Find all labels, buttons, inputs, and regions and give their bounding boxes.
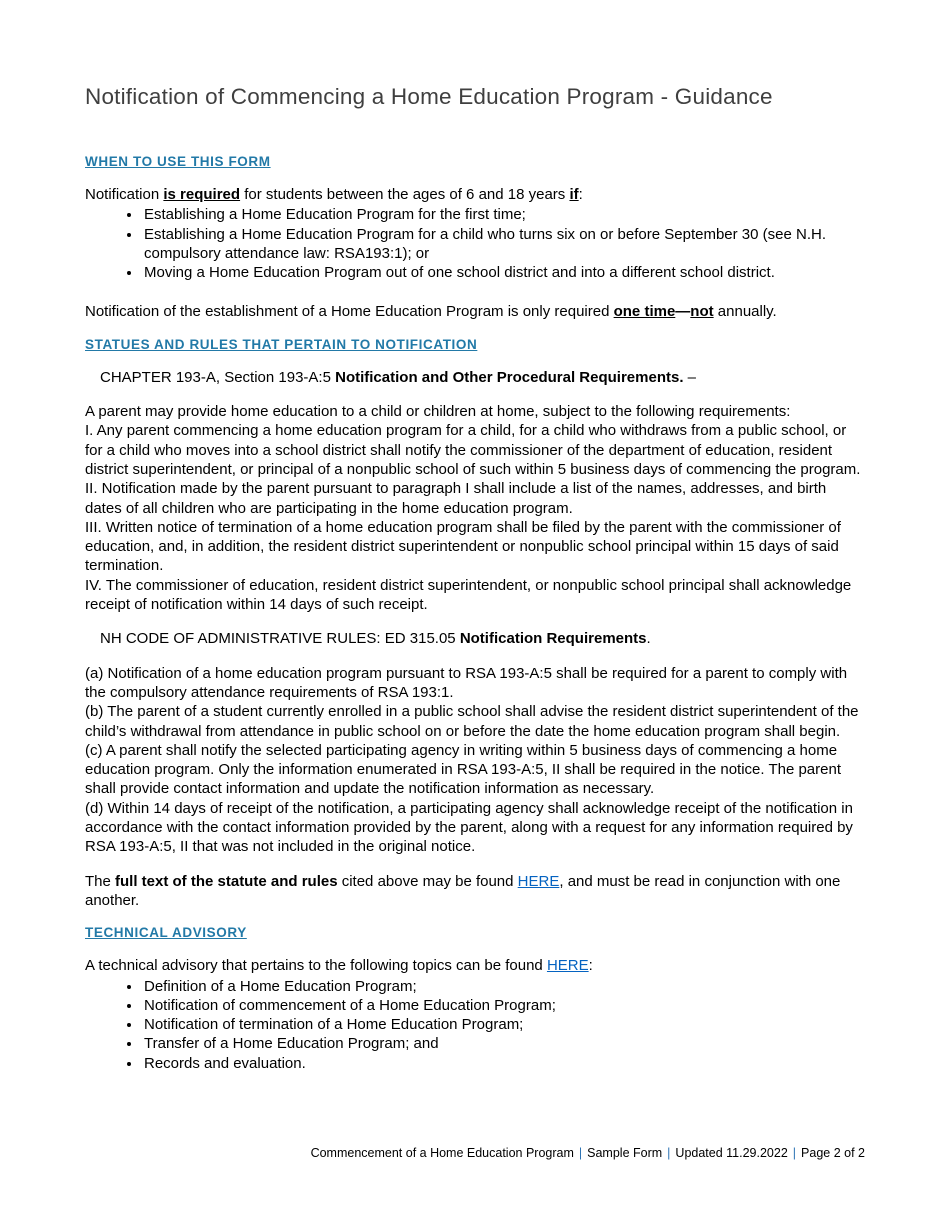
bullet-item bbox=[142, 205, 865, 224]
text-run: A technical advisory that pertains to the following topics can be found bbox=[85, 957, 547, 975]
text-run: II. Notification made by the parent pursuant to paragraph I shall include a list of the names, addresses, and birth dates of all children who are participating in the home education program. bbox=[85, 480, 827, 517]
bullet-list bbox=[85, 205, 865, 282]
paragraph bbox=[85, 368, 865, 387]
footer-updated-date: Updated 11.29.2022 bbox=[675, 1146, 788, 1160]
text-run: The bbox=[85, 872, 116, 890]
text-run: not bbox=[690, 303, 714, 321]
paragraph-line bbox=[85, 702, 865, 741]
paragraph bbox=[85, 402, 865, 614]
text-run: Definition of a Home Education Program; bbox=[144, 977, 417, 995]
text-run: Establishing a Home Education Program for a child who turns six on or before September 30 (see N.H. compulsory attendance law: RSA193:1); or bbox=[144, 225, 827, 262]
text-run: if bbox=[569, 186, 579, 203]
text-run: III. Written notice of termination of a home education program shall be filed by the parent with the commissioner of education, and, in addition, the resident district superintendent or nonpublic school principal within 15 days of said termination. bbox=[85, 518, 841, 575]
text-run: CHAPTER 193-A, Section 193-A:5 bbox=[100, 368, 336, 386]
paragraph-line bbox=[85, 479, 865, 518]
text-run: — bbox=[675, 303, 691, 321]
document-title: Notification of Commencing a Home Education Program - Guidance bbox=[85, 84, 773, 109]
text-run: (a) Notification of a home education program pursuant to RSA 193-A:5 shall be required for a parent to comply with the compulsory attendance requirements of RSA 193:1. bbox=[85, 664, 848, 701]
paragraph-line bbox=[85, 402, 865, 421]
document-body bbox=[85, 154, 865, 1073]
text-run: one time bbox=[613, 303, 676, 321]
text-run: is required bbox=[163, 186, 241, 203]
bullet-item bbox=[142, 225, 865, 264]
text-run: Notification Requirements bbox=[459, 630, 647, 648]
text-run: Records and evaluation. bbox=[144, 1054, 306, 1072]
bullet-item bbox=[142, 1034, 865, 1053]
text-run: Notification of commencement of a Home Education Program; bbox=[144, 996, 556, 1014]
text-run: Notification of termination of a Home Education Program; bbox=[144, 1016, 524, 1034]
text-run: (d) Within 14 days of receipt of the notification, a participating agency shall acknowledge receipt of the notification in accordance with the contact information provided by the parent, along with a request for any information required by RSA 193-A:5, II that was not included in the original notice. bbox=[85, 799, 853, 856]
bullet-item bbox=[142, 1015, 865, 1034]
text-run: full text of the statute and rules bbox=[115, 872, 338, 890]
text-run: (b) The parent of a student currently enrolled in a public school shall advise the resident district superintendent of the child’s withdrawal from attendance in public school on or before the date the home education program shall begin. bbox=[85, 703, 859, 740]
paragraph-line bbox=[85, 741, 865, 799]
paragraph bbox=[85, 302, 865, 321]
page-footer bbox=[0, 1146, 950, 1230]
footer-form-type: Sample Form bbox=[587, 1146, 663, 1160]
text-run: : bbox=[588, 957, 593, 975]
paragraph-line bbox=[85, 576, 865, 615]
text-run: Moving a Home Education Program out of one school district and into a different school district. bbox=[144, 264, 775, 282]
section-heading: STATUES AND RULES THAT PERTAIN TO NOTIFICATION bbox=[85, 336, 478, 352]
bullet-item bbox=[142, 996, 865, 1015]
text-run: IV. The commissioner of education, resident district superintendent, or nonpublic school principal shall acknowledge receipt of notification within 14 days of such receipt. bbox=[85, 576, 852, 614]
bullet-item bbox=[142, 977, 865, 996]
text-run: . bbox=[646, 630, 651, 648]
here-link[interactable]: HERE bbox=[546, 957, 589, 975]
paragraph bbox=[85, 664, 865, 857]
paragraph-line bbox=[100, 368, 865, 387]
text-run: Establishing a Home Education Program for the first time; bbox=[144, 206, 526, 224]
section-heading: WHEN TO USE THIS FORM bbox=[85, 154, 271, 169]
bullet-item bbox=[142, 1054, 865, 1073]
text-run: – bbox=[683, 368, 697, 386]
footer-separator: | bbox=[578, 1146, 583, 1160]
text-run: Notification and Other Procedural Requirements. bbox=[335, 368, 684, 386]
paragraph bbox=[85, 629, 865, 648]
paragraph-line bbox=[85, 956, 865, 975]
text-run: annually. bbox=[713, 303, 777, 321]
text-run: I. Any parent commencing a home education program for a child, for a child who withdraws from a public school, or for a child who moves into a school district shall notify the commissioner of the department of education, resident district superintendent, or principal of a nonpublic school of such within 5 business days of commencing the program. bbox=[85, 422, 861, 478]
paragraph bbox=[85, 956, 865, 975]
bullet-list bbox=[85, 977, 865, 1073]
text-run: A parent may provide home education to a child or children at home, subject to the following requirements: bbox=[85, 403, 791, 421]
footer-page-number: Page 2 of 2 bbox=[801, 1146, 865, 1160]
here-link[interactable]: HERE bbox=[517, 872, 560, 890]
paragraph-line bbox=[85, 518, 865, 576]
bullet-item bbox=[142, 263, 865, 282]
text-run: cited above may be found bbox=[337, 872, 518, 890]
text-run: Transfer of a Home Education Program; and bbox=[144, 1035, 439, 1053]
paragraph-line bbox=[85, 185, 865, 204]
paragraph bbox=[85, 872, 865, 911]
text-run: : bbox=[578, 186, 583, 203]
text-run: Notification bbox=[85, 186, 164, 203]
paragraph-line bbox=[85, 799, 865, 857]
footer-document-name: Commencement of a Home Education Program bbox=[310, 1146, 574, 1160]
text-run: for students between the ages of 6 and 18 years bbox=[240, 186, 570, 203]
text-run: NH CODE OF ADMINISTRATIVE RULES: ED 315.05 bbox=[100, 630, 460, 648]
text-run: (c) A parent shall notify the selected participating agency in writing within 5 business days of commencing a home education program. Only the information enumerated in RSA 193-A:5, II shall be required in the notice. The parent shall provide contact information and update the notification information as necessary. bbox=[85, 741, 841, 798]
paragraph-line bbox=[100, 629, 865, 648]
paragraph-line bbox=[85, 872, 865, 911]
section-heading: TECHNICAL ADVISORY bbox=[85, 925, 247, 941]
footer-separator: | bbox=[667, 1146, 671, 1160]
paragraph-line bbox=[85, 421, 865, 479]
text-run: , and must be read in conjunction with one another. bbox=[85, 872, 841, 909]
paragraph bbox=[85, 185, 865, 204]
footer-separator: | bbox=[792, 1146, 797, 1160]
text-run: Notification of the establishment of a Home Education Program is only required bbox=[85, 303, 614, 321]
paragraph-line bbox=[85, 664, 865, 703]
paragraph-line bbox=[85, 302, 865, 321]
